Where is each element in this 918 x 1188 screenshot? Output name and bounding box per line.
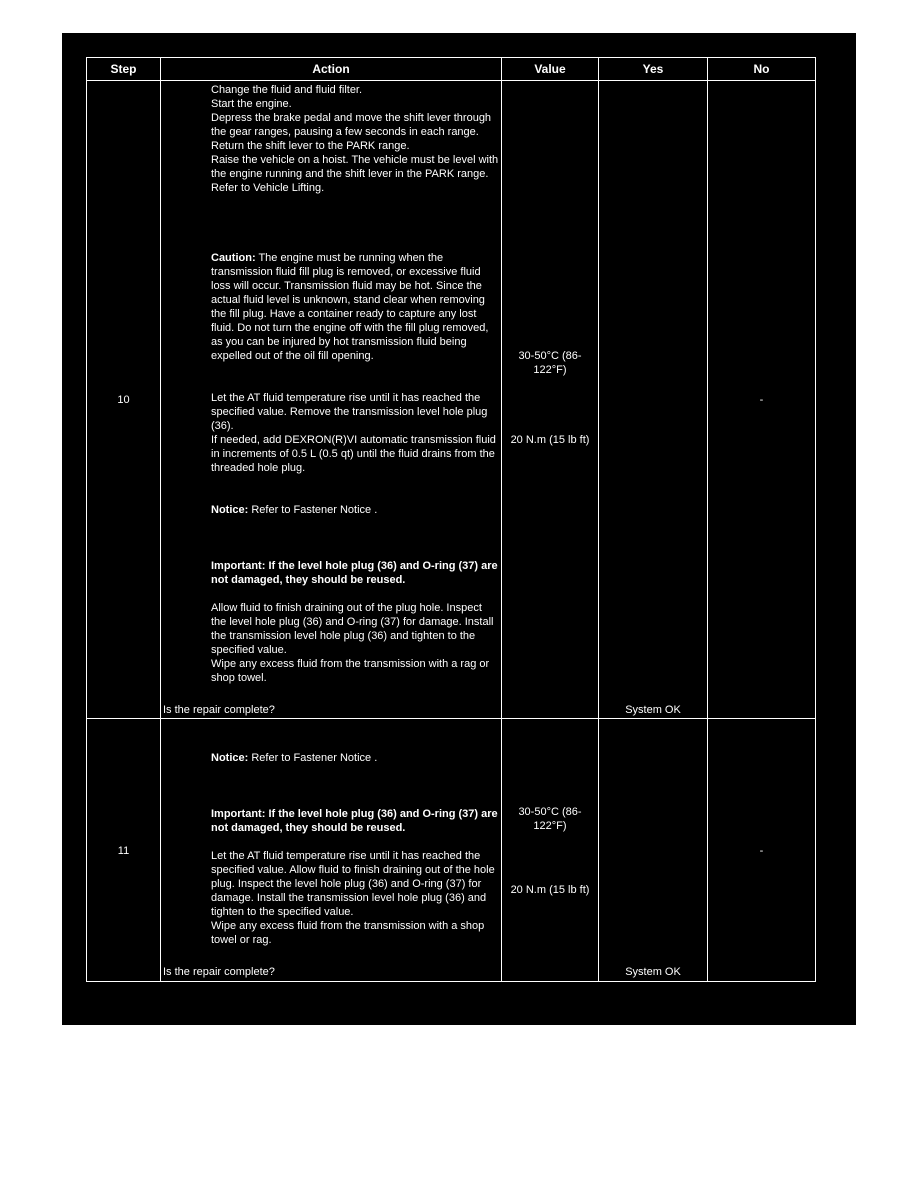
yes-cell xyxy=(598,80,708,719)
action-instructions: Let the AT fluid temperature rise until it has reached the specified value. Remove the transmission level hole plug (36). If needed, add DEXRON(R)VI automatic transmission fluid in increments of 0.5 L (0.5 qt) until the fluid drains from the threaded hole plug. xyxy=(211,392,496,474)
important-note: Important: If the level hole plug (36) and O-ring (37) are not damaged, they should be reused. xyxy=(211,560,498,586)
repair-question: Is the repair complete? xyxy=(163,704,275,716)
header-action: Action xyxy=(160,57,502,81)
notice-label: Notice: xyxy=(211,752,249,764)
header-step: Step xyxy=(86,57,161,81)
header-no: No xyxy=(707,57,816,81)
notice-text: Refer to Fastener Notice . xyxy=(248,504,378,516)
repair-question: Is the repair complete? xyxy=(163,966,275,978)
yes-result: System OK xyxy=(625,966,681,978)
caution-note xyxy=(211,251,499,363)
header-value: Value xyxy=(501,57,599,81)
action-instructions: Let the AT fluid temperature rise until it has reached the specified value. Allow fluid to finish draining out of the hole plug. Inspect the level hole plug (36) and O-ring (37) for damage. Install the transmission level hole plug (36) and tighten to the specified value. Wipe any excess fluid from the transmission with a shop towel or rag. xyxy=(211,850,495,946)
caution-label: Caution: xyxy=(211,252,256,264)
value-torque: 20 N.m (15 lb ft) xyxy=(510,434,590,446)
document-page xyxy=(62,33,856,1025)
yes-cell xyxy=(598,718,708,982)
important-note: Important: If the level hole plug (36) and O-ring (37) are not damaged, they should be reused. xyxy=(211,808,498,834)
header-yes: Yes xyxy=(598,57,708,81)
notice-note xyxy=(211,503,499,517)
diagnostic-table xyxy=(86,57,792,982)
notice-label: Notice: xyxy=(211,504,249,516)
value-temperature: 30-50°C (86- 122°F) xyxy=(518,806,582,832)
action-instructions: Change the fluid and fluid filter. Start the engine. Depress the brake pedal and move the shift lever through the gear ranges, pausing a few seconds in each range. Return the shift lever to the PARK range. Raise the vehicle on a hoist. The vehicle must be level with the engine running and the shift lever in the PARK range. Refer to Vehicle Lifting. xyxy=(211,84,499,194)
notice-text: Refer to Fastener Notice . xyxy=(248,752,378,764)
step-number: 11 xyxy=(117,845,130,857)
no-result: - xyxy=(759,394,764,406)
caution-text: The engine must be running when the transmission fluid fill plug is removed, or excessive fluid loss will occur. Transmission fluid may be hot. Since the actual fluid level is unknown, stand clear when removing the fill plug. Have a container ready to capture any lost fluid. Do not turn the engine off with the fill plug removed, as you can be injured by hot transmission fluid being expelled out of the oil fill opening. xyxy=(211,252,489,362)
notice-note xyxy=(211,751,499,765)
value-cell xyxy=(501,80,599,719)
no-result: - xyxy=(759,845,764,857)
value-cell xyxy=(501,718,599,982)
yes-result: System OK xyxy=(625,704,681,716)
step-number: 10 xyxy=(117,394,130,406)
value-temperature: 30-50°C (86- 122°F) xyxy=(518,350,582,376)
action-instructions: Allow fluid to finish draining out of the plug hole. Inspect the level hole plug (36) and O-ring (37) for damage. Install the transmission level hole plug (36) and tighten to the specified value. Wipe any excess fluid from the transmission with a rag or shop towel. xyxy=(211,602,494,684)
value-torque: 20 N.m (15 lb ft) xyxy=(510,884,590,896)
